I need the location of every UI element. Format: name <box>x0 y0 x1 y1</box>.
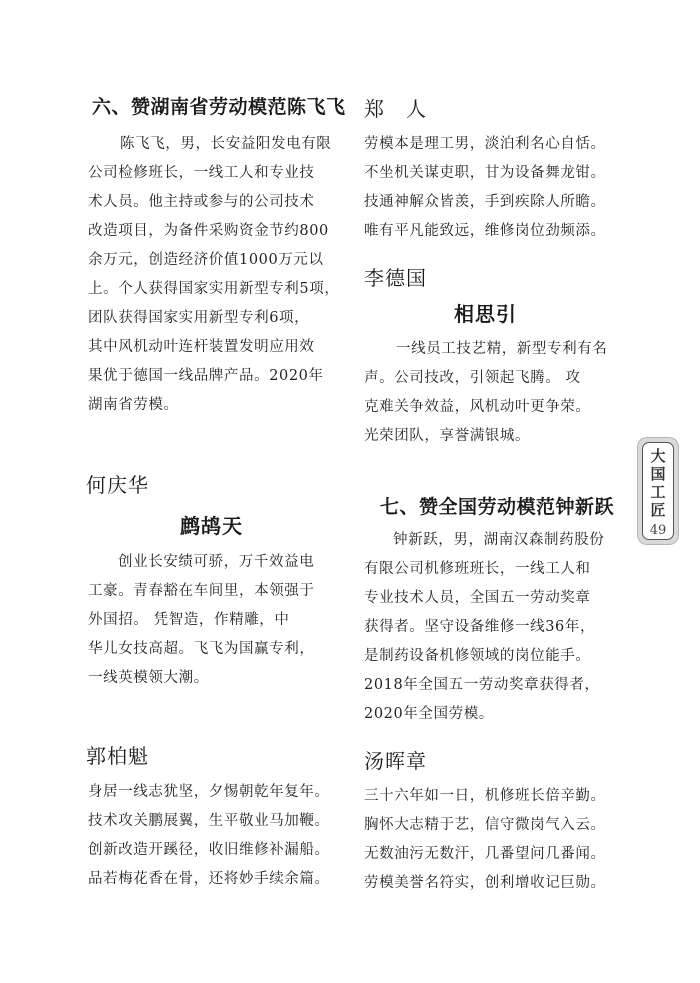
text-line: 光荣团队，享誉满银城。 <box>364 428 531 444</box>
poem-title: 鹧鸪天 <box>180 514 243 538</box>
poem-author: 汤晖章 <box>364 749 427 773</box>
text-line: 一线英模领大潮。 <box>88 670 209 686</box>
text-line: 克难关争效益，风机动叶更争荣。 <box>364 399 591 415</box>
text-line: 身居一线志犹坚，夕惕朝乾年复年。 <box>88 784 330 800</box>
text-line: 获得者。坚守设备维修一线36年， <box>364 619 596 635</box>
chapter-side-tab <box>638 438 678 544</box>
text-line: 余万元，创造经济价值1000万元以 <box>88 252 324 268</box>
side-tab-char: 匠 <box>650 501 666 519</box>
text-line: 外国招。 凭智造，作精雕，中 <box>88 612 290 628</box>
text-line: 胸怀大志精于艺，信守微岗气入云。 <box>364 817 606 833</box>
text-line: 专业技术人员，全国五一劳动奖章 <box>364 590 591 606</box>
side-tab-frame <box>642 442 674 540</box>
text-line: 工豪。青春豁在车间里，本领强于 <box>88 583 315 599</box>
text-line: 2020年全国劳模。 <box>364 706 494 722</box>
text-line: 2018年全国五一劳动奖章获得者， <box>364 677 600 693</box>
text-line: 三十六年如一日，机修班长倍辛勤。 <box>364 788 606 804</box>
text-line: 创业长安绩可骄，万千效益电 <box>118 554 315 570</box>
section-7-heading: 七、赞全国劳动模范钟新跃 <box>380 496 615 518</box>
text-line: 技术攻关鹏展翼，生平敬业马加鞭。 <box>88 813 330 829</box>
text-line: 术人员。他主持或参与的公司技术 <box>88 194 315 210</box>
text-line: 无数油污无数汗，几番望问几番闻。 <box>364 846 606 862</box>
text-line: 果优于德国一线品牌产品。2020年 <box>88 368 324 384</box>
text-line: 其中风机动叶连杆装置发明应用效 <box>88 339 315 355</box>
section-6-heading: 六、赞湖南省劳动模范陈飞飞 <box>92 96 346 118</box>
poem-title: 相思引 <box>454 302 517 326</box>
text-line: 有限公司机修班班长，一线工人和 <box>364 561 591 577</box>
text-line: 品若梅花香在骨，还将妙手续余篇。 <box>88 871 330 887</box>
text-line: 湖南省劳模。 <box>88 397 179 413</box>
side-tab-char: 工 <box>650 483 666 501</box>
text-line: 技通神解众皆羡，手到疾除人所瞻。 <box>364 194 606 210</box>
text-line: 不坐机关谋吏职，甘为设备舞龙钳。 <box>364 165 606 181</box>
text-line: 声。公司技改，引领起飞腾。 攻 <box>364 370 581 386</box>
poem-author: 李德国 <box>364 266 427 290</box>
text-line: 创新改造开蹊径，收旧维修补漏船。 <box>88 842 330 858</box>
poem-author: 何庆华 <box>86 473 149 497</box>
text-line: 唯有平凡能致远，维修岗位劲频添。 <box>364 223 606 239</box>
text-line: 陈飞飞，男，长安益阳发电有限 <box>120 136 332 152</box>
text-line: 团队获得国家实用新型专利6项， <box>88 310 310 326</box>
poem-author: 郭柏魁 <box>86 744 149 768</box>
text-line: 钟新跃，男，湖南汉森制药股份 <box>393 532 605 548</box>
text-line: 一线员工技艺精，新型专利有名 <box>396 341 608 357</box>
text-line: 公司检修班长，一线工人和专业技 <box>88 165 315 181</box>
text-line: 劳模美誉名符实，创利增收记巨勋。 <box>364 875 606 891</box>
text-line: 上。个人获得国家实用新型专利5项， <box>88 281 340 297</box>
poem-author: 郑 人 <box>364 97 427 121</box>
text-line: 劳模本是理工男，淡泊利名心自恬。 <box>364 136 606 152</box>
text-line: 是制药设备机修领域的岗位能手。 <box>364 648 591 664</box>
text-line: 华儿女技高超。飞飞为国赢专利， <box>88 641 315 657</box>
side-tab-char: 国 <box>650 465 666 483</box>
page-number: 49 <box>649 523 667 538</box>
side-tab-char: 大 <box>650 447 666 465</box>
text-line: 改造项目，为备件采购资金节约800 <box>88 223 329 239</box>
